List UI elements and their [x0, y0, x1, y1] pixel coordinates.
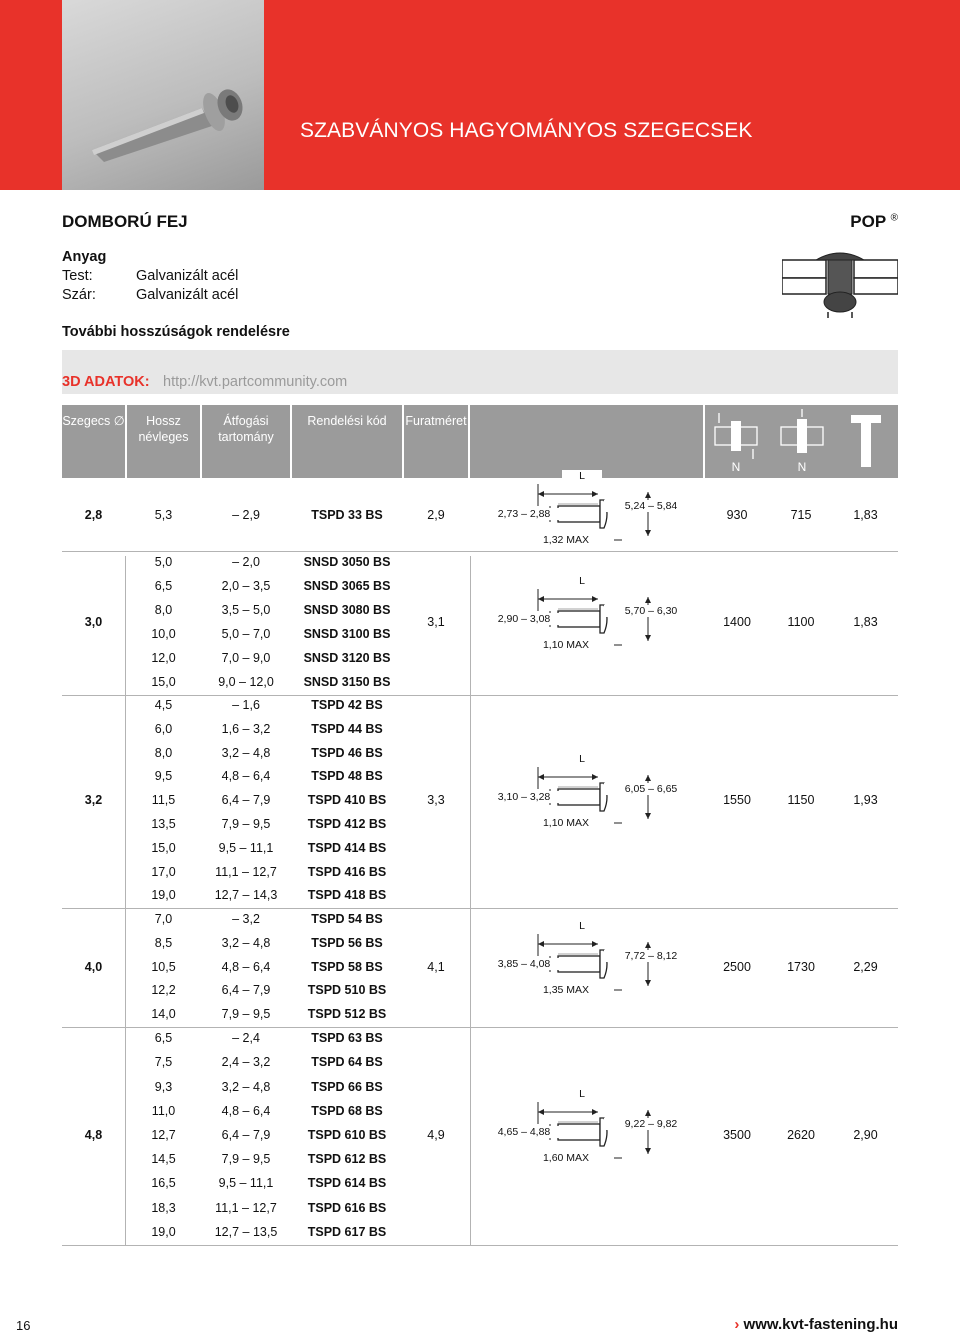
brand-name	[850, 212, 898, 232]
group-tensile-force: 2620	[787, 1127, 815, 1142]
row-order-code: SNSD 3065 BS	[303, 579, 391, 593]
rivet-image	[62, 0, 264, 190]
row-order-code: TSPD 48 BS	[311, 769, 383, 784]
row-grip-range: 12,7 – 13,5	[214, 1224, 278, 1239]
dimension-shank-label: 3,85 – 4,08	[478, 958, 570, 970]
row-length: 4,5	[154, 697, 173, 712]
dimension-head-diameter-label: 5,24 – 5,84	[604, 500, 698, 512]
mandrel-icon	[851, 415, 881, 467]
group-tensile-force: 1150	[787, 793, 815, 808]
rivet-cross-section-icon	[782, 244, 898, 320]
shear-strength-icon	[715, 413, 757, 459]
column-divider	[470, 556, 471, 1245]
row-grip-range: 3,2 – 4,8	[221, 1079, 271, 1094]
row-order-code: TSPD 412 BS	[307, 816, 387, 831]
column-header-order-code	[292, 405, 402, 478]
row-order-code: TSPD 68 BS	[311, 1103, 383, 1118]
section-title: DOMBORÚ FEJ	[62, 212, 188, 231]
chevron-right-icon: ›	[734, 1316, 740, 1333]
column-divider	[125, 556, 126, 1245]
row-length: 13,5	[151, 816, 176, 831]
column-header-forces	[705, 405, 898, 478]
group-hole-size: 4,9	[427, 1127, 445, 1142]
registered-mark: ®	[890, 212, 898, 224]
row-order-code: TSPD 416 BS	[307, 864, 387, 879]
row-grip-range: 9,5 – 11,1	[218, 840, 274, 855]
dimension-shank-label: 2,73 – 2,88	[478, 508, 570, 520]
row-length: 19,0	[151, 888, 176, 903]
dimension-shank-label: 3,10 – 3,28	[478, 791, 570, 803]
row-length: 12,0	[151, 651, 176, 665]
material-row-mandrel	[62, 287, 238, 303]
row-grip-range: 3,2 – 4,8	[221, 935, 271, 950]
group-diameter: 4,0	[84, 959, 103, 974]
row-order-code: SNSD 3150 BS	[303, 675, 391, 689]
row-length: 12,7	[151, 1127, 176, 1142]
row-length: 6,5	[154, 1031, 173, 1046]
group-mandrel-diameter: 1,83	[853, 508, 878, 522]
group-divider	[62, 695, 898, 696]
row-order-code: TSPD 64 BS	[311, 1055, 383, 1070]
dimension-length-label: L	[562, 575, 602, 587]
group-divider	[62, 1027, 898, 1028]
row-order-code: TSPD 512 BS	[307, 1007, 387, 1022]
row-length: 6,5	[154, 579, 173, 593]
group-hole-size: 4,1	[427, 959, 445, 974]
row-order-code: TSPD 410 BS	[307, 793, 387, 808]
column-header-diameter	[62, 405, 125, 478]
group-mandrel-diameter: 1,83	[853, 615, 878, 629]
row-length: 17,0	[151, 864, 176, 879]
row-grip-range: – 2,0	[232, 555, 260, 569]
row-length: 11,5	[151, 793, 176, 808]
order-note: További hosszúságok rendelésre	[62, 324, 290, 340]
row-order-code: TSPD 63 BS	[311, 1031, 383, 1046]
row-length: 18,3	[151, 1200, 176, 1215]
row-grip-range: 11,1 – 12,7	[215, 1200, 277, 1215]
group-hole-size: 3,1	[427, 615, 445, 629]
row-order-code: SNSD 3120 BS	[303, 651, 391, 665]
row-grip-range: 4,8 – 6,4	[221, 769, 271, 784]
row-grip-range: 9,0 – 12,0	[218, 675, 274, 689]
group-tensile-force: 1100	[787, 615, 815, 629]
row-grip-range: 7,0 – 9,0	[221, 651, 271, 665]
row-length: 14,5	[151, 1152, 176, 1167]
row-grip-range: 7,9 – 9,5	[221, 1152, 271, 1167]
material-value: Galvanizált acél	[136, 287, 239, 303]
row-length: 5,3	[154, 508, 173, 522]
dimension-length-label: L	[562, 470, 602, 482]
group-shear-force: 1550	[723, 793, 751, 808]
header-label: Rendelési kód	[307, 414, 387, 428]
dimension-head-height-label: 1,35 MAX	[518, 984, 614, 996]
dimension-length-label: L	[562, 753, 602, 765]
column-header-length	[127, 405, 200, 478]
header-label: Furatméret	[405, 414, 467, 428]
header-label: Átfogási	[223, 414, 269, 428]
row-order-code: TSPD 46 BS	[311, 745, 383, 760]
row-order-code: TSPD 58 BS	[311, 959, 383, 974]
row-length: 19,0	[151, 1224, 176, 1239]
row-order-code: TSPD 614 BS	[307, 1176, 387, 1191]
group-mandrel-diameter: 2,90	[853, 1127, 878, 1142]
dimension-shank-label: 2,90 – 3,08	[478, 613, 570, 625]
group-shear-force: 930	[726, 508, 748, 522]
row-order-code: TSPD 44 BS	[311, 721, 383, 736]
row-grip-range: 6,4 – 7,9	[221, 793, 271, 808]
row-length: 16,5	[151, 1176, 176, 1191]
row-length: 7,0	[154, 911, 173, 926]
row-grip-range: 2,0 – 3,5	[221, 579, 271, 593]
row-order-code: TSPD 33 BS	[311, 508, 383, 522]
row-grip-range: – 3,2	[232, 911, 260, 926]
strength-icons	[705, 405, 898, 478]
material-label: Szár:	[62, 287, 96, 303]
material-label: Test:	[62, 268, 93, 284]
material-value: Galvanizált acél	[136, 268, 239, 284]
row-order-code: TSPD 610 BS	[307, 1127, 387, 1142]
row-order-code: SNSD 3080 BS	[303, 603, 391, 617]
column-header-hole	[404, 405, 468, 478]
row-length: 8,5	[154, 935, 173, 950]
row-grip-range: 3,2 – 4,8	[221, 745, 271, 760]
row-length: 8,0	[154, 745, 173, 760]
row-length: 10,5	[151, 959, 176, 974]
column-header-dimensions	[470, 405, 703, 478]
row-order-code: TSPD 418 BS	[307, 888, 387, 903]
row-order-code: TSPD 617 BS	[307, 1224, 387, 1239]
group-diameter: 2,8	[84, 508, 103, 522]
group-shear-force: 3500	[723, 1127, 751, 1142]
dimension-shank-label: 4,65 – 4,88	[478, 1126, 570, 1138]
row-grip-range: 11,1 – 12,7	[215, 864, 277, 879]
row-order-code: SNSD 3050 BS	[303, 555, 391, 569]
column-header-grip	[202, 405, 290, 478]
website-link[interactable]: www.kvt-fastening.hu	[743, 1316, 898, 1333]
row-grip-range: 12,7 – 14,3	[214, 888, 278, 903]
row-order-code: TSPD 414 BS	[307, 840, 387, 855]
row-grip-range: 3,5 – 5,0	[221, 603, 271, 617]
row-order-code: TSPD 42 BS	[311, 697, 383, 712]
header-label: névleges	[138, 430, 189, 444]
dimension-head-height-label: 1,32 MAX	[518, 534, 614, 546]
row-order-code: TSPD 616 BS	[307, 1200, 387, 1215]
group-shear-force: 1400	[723, 615, 751, 629]
row-length: 9,5	[154, 769, 173, 784]
row-length: 5,0	[154, 555, 173, 569]
material-row-body	[62, 268, 238, 284]
group-diameter: 3,0	[84, 615, 103, 629]
header-banner	[0, 0, 960, 190]
row-grip-range: 5,0 – 7,0	[221, 627, 271, 641]
header-label: Szegecs ∅	[62, 414, 125, 428]
group-shear-force: 2500	[723, 959, 751, 974]
dimension-head-diameter-label: 6,05 – 6,65	[604, 783, 698, 795]
group-mandrel-diameter: 1,93	[853, 793, 878, 808]
row-grip-range: 6,4 – 7,9	[221, 1127, 271, 1142]
header-label: tartomány	[218, 430, 274, 444]
table-bottom-rule	[62, 1245, 898, 1246]
brand-label: POP	[850, 212, 886, 231]
download-bar	[62, 350, 898, 394]
download-label: 3D ADATOK:	[62, 374, 150, 390]
dimension-length-label: L	[562, 1088, 602, 1100]
row-length: 10,0	[151, 627, 176, 641]
row-grip-range: 4,8 – 6,4	[221, 1103, 271, 1118]
dimension-head-height-label: 1,10 MAX	[518, 639, 614, 651]
header-label: Hossz	[146, 414, 181, 428]
group-divider	[62, 908, 898, 909]
group-diameter: 3,2	[84, 793, 103, 808]
row-grip-range: 7,9 – 9,5	[221, 1007, 271, 1022]
row-grip-range: 9,5 – 11,1	[218, 1176, 274, 1191]
group-tensile-force: 1730	[787, 959, 815, 974]
row-length: 12,2	[151, 983, 176, 998]
row-length: 6,0	[154, 721, 173, 736]
force-unit: N	[797, 460, 807, 474]
tensile-strength-icon	[781, 409, 823, 453]
row-order-code: TSPD 66 BS	[311, 1079, 383, 1094]
row-length: 7,5	[154, 1055, 173, 1070]
row-grip-range: – 2,9	[232, 508, 260, 522]
group-hole-size: 3,3	[427, 793, 445, 808]
dimension-length-label: L	[562, 920, 602, 932]
group-mandrel-diameter: 2,29	[853, 959, 878, 974]
row-length: 14,0	[151, 1007, 176, 1022]
dimension-head-diameter-label: 9,22 – 9,82	[604, 1118, 698, 1130]
row-length: 8,0	[154, 603, 173, 617]
row-order-code: TSPD 54 BS	[311, 911, 383, 926]
dimension-head-height-label: 1,10 MAX	[518, 817, 614, 829]
row-length: 9,3	[154, 1079, 173, 1094]
rivet-photo	[62, 0, 264, 190]
row-grip-range: – 2,4	[232, 1031, 260, 1046]
row-grip-range: 7,9 – 9,5	[221, 816, 271, 831]
page-number: 16	[16, 1318, 31, 1333]
group-diameter: 4,8	[84, 1127, 103, 1142]
row-length: 15,0	[151, 675, 176, 689]
row-grip-range: 2,4 – 3,2	[221, 1055, 271, 1070]
row-order-code: TSPD 56 BS	[311, 935, 383, 950]
group-tensile-force: 715	[790, 508, 812, 522]
group-hole-size: 2,9	[427, 508, 445, 522]
force-unit: N	[731, 460, 741, 474]
footer-website	[734, 1316, 898, 1333]
row-length: 15,0	[151, 840, 176, 855]
row-grip-range: 1,6 – 3,2	[221, 721, 271, 736]
row-order-code: TSPD 612 BS	[307, 1152, 387, 1167]
page-title: SZABVÁNYOS HAGYOMÁNYOS SZEGECSEK	[300, 119, 753, 142]
row-grip-range: 6,4 – 7,9	[221, 983, 271, 998]
row-grip-range: 4,8 – 6,4	[221, 959, 271, 974]
dimension-head-diameter-label: 5,70 – 6,30	[604, 605, 698, 617]
dimension-head-diameter-label: 7,72 – 8,12	[604, 950, 698, 962]
material-heading: Anyag	[62, 249, 107, 265]
download-link[interactable]: http://kvt.partcommunity.com	[163, 374, 348, 390]
row-length: 11,0	[151, 1103, 176, 1118]
row-grip-range: – 1,6	[232, 697, 260, 712]
dimension-head-height-label: 1,60 MAX	[518, 1152, 614, 1164]
row-order-code: SNSD 3100 BS	[303, 627, 391, 641]
row-order-code: TSPD 510 BS	[307, 983, 387, 998]
